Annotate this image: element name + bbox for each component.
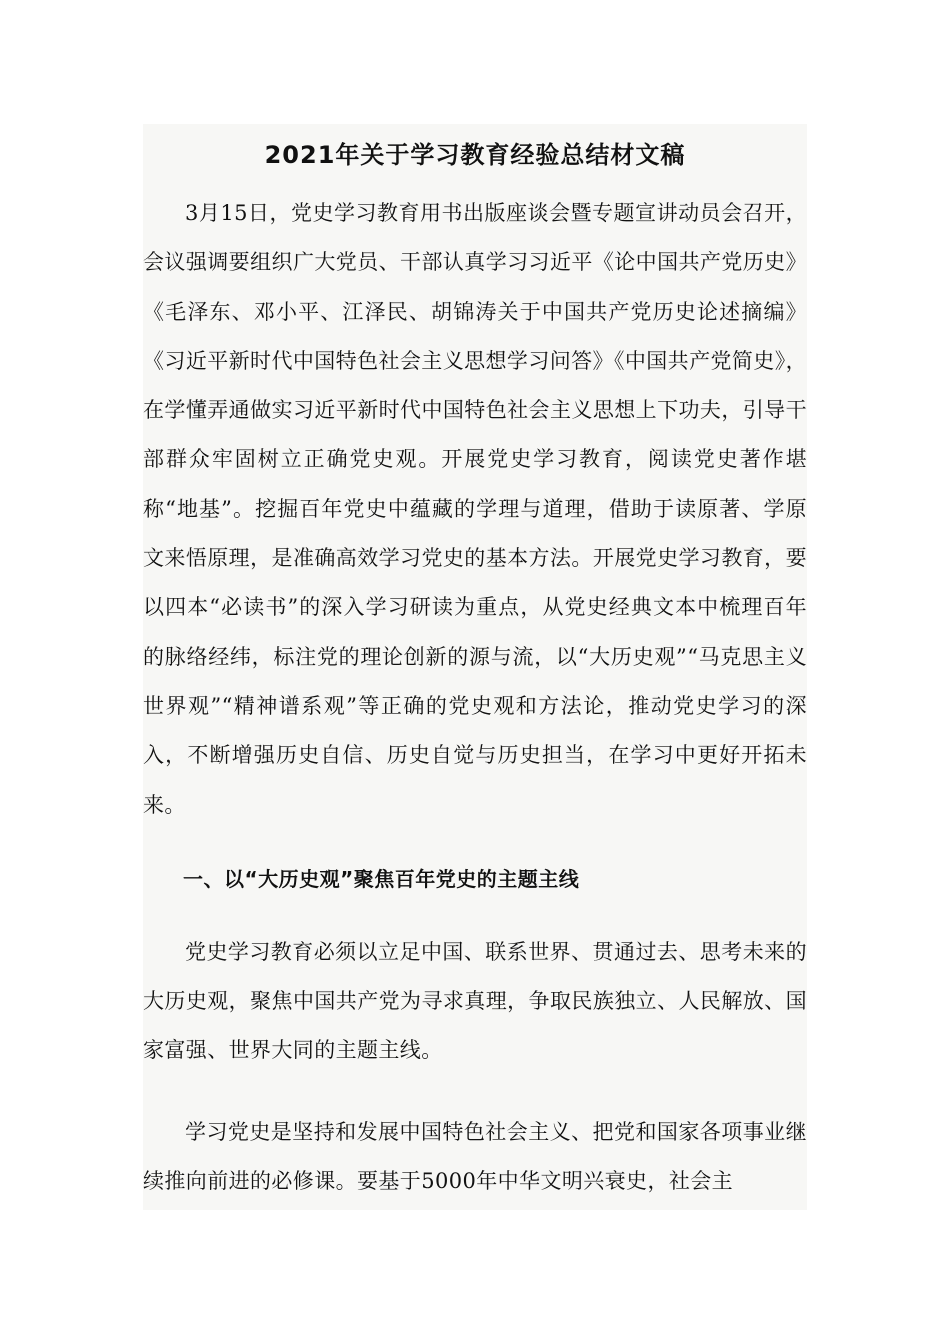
section-heading: 一、以“大历史观”聚焦百年党史的主题主线 — [183, 866, 580, 891]
document-page — [143, 124, 807, 1210]
document-title: 2021年关于学习教育经验总结材文稿 — [264, 141, 686, 169]
intro-paragraph: 3月15日，党史学习教育用书出版座谈会暨专题宣讲动员会召开，会议强调要组织广大党员、干部认真学习习近平《论中国共产党历史》《毛泽东、邓小平、江泽民、胡锦涛关于中国共产党历史论述摘编》《习近平新时代中国特色社会主义思想学习问答》《中国共产党简史》，在学懂弄通做实习近平新时代中国特色社会主义思想上下功夫，引导干部群众牢固树立正确党史观。开展党史学习教育，阅读党史著作堪称“地基”。挖掘百年党史中蕴藏的学理与道理，借助于读原著、学原文来悟原理，是准确高效学习党史的基本方法。开展党史学习教育，要以四本“必读书”的深入学习研读为重点，从党史经典文本中梳理百年的脉络经纬，标注党的理论创新的源与流，以“大历史观”“马克思主义世界观”“精神谱系观”等正确的党史观和方法论，推动党史学习的深入，不断增强历史自信、历史自觉与历史担当，在学习中更好开拓未来。 — [143, 201, 807, 817]
section-paragraph-1: 党史学习教育必须以立足中国、联系世界、贯通过去、思考未来的大历史观，聚焦中国共产党为寻求真理，争取民族独立、人民解放、国家富强、世界大同的主题主线。 — [143, 939, 807, 1063]
section-paragraph-2: 学习党史是坚持和发展中国特色社会主义、把党和国家各项事业继续推向前进的必修课。要基于5000年中华文明兴衰史，社会主 — [143, 1119, 807, 1194]
